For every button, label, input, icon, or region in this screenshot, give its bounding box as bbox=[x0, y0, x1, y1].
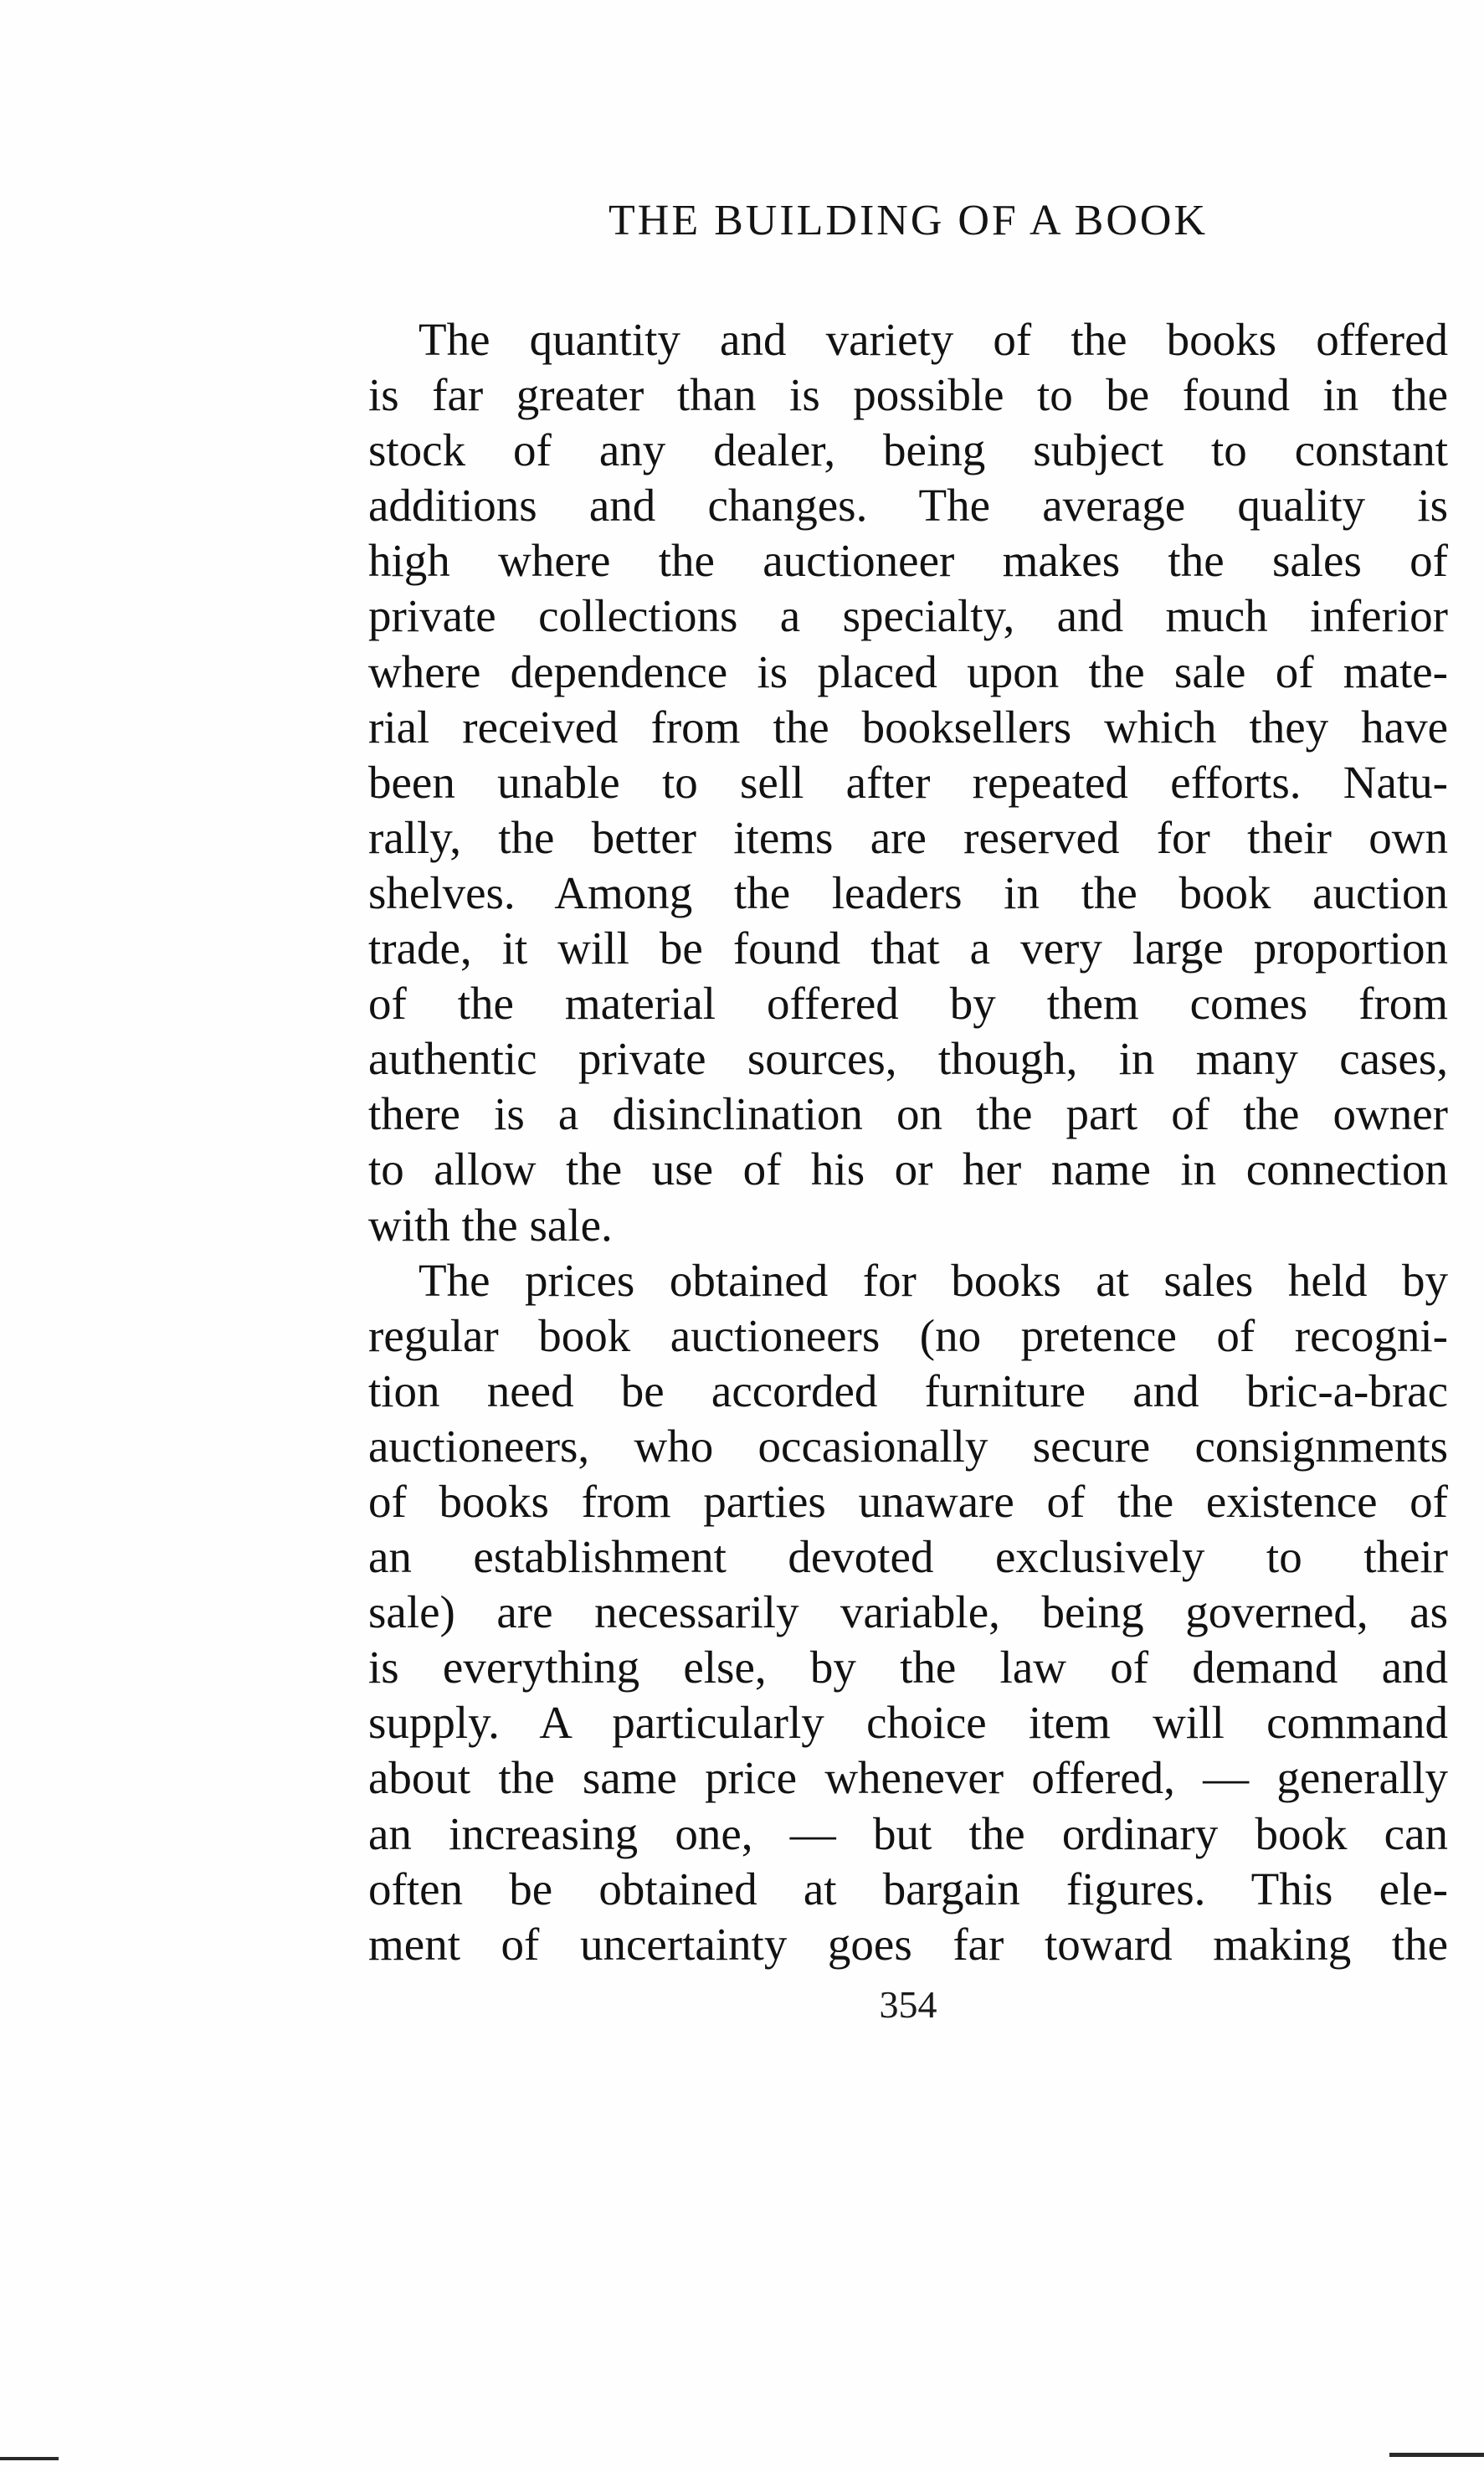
text-line: stock of any dealer, being subject to constant bbox=[368, 424, 1448, 476]
text-line: is far greater than is possible to be found in the bbox=[368, 369, 1448, 421]
text-line: auctioneers, who occasionally secure consignments bbox=[368, 1420, 1448, 1472]
text-line: sale) are necessarily variable, being governed, as bbox=[368, 1586, 1448, 1638]
running-head: THE BUILDING OF A BOOK bbox=[608, 197, 1208, 244]
body-text bbox=[368, 312, 1448, 1972]
text-line: tion need be accorded furniture and bric-a-brac bbox=[368, 1364, 1448, 1416]
text-line: rally, the better items are reserved for their own bbox=[368, 811, 1448, 863]
text-line: high where the auctioneer makes the sales of bbox=[368, 535, 1448, 587]
text-line: trade, it will be found that a very large proportion bbox=[368, 923, 1448, 974]
text-line: of the material offered by them comes from bbox=[368, 978, 1448, 1030]
text-line: of books from parties unaware of the existence of bbox=[368, 1475, 1448, 1527]
scan-edge-mark-right bbox=[1389, 2453, 1484, 2457]
text-line: private collections a specialty, and much inferior bbox=[368, 590, 1448, 642]
text-line: shelves. Among the leaders in the book auction bbox=[368, 866, 1448, 918]
text-line: is everything else, by the law of demand and bbox=[368, 1642, 1448, 1693]
text-line: to allow the use of his or her name in connection bbox=[368, 1143, 1448, 1195]
text-line: The prices obtained for books at sales held by bbox=[418, 1254, 1448, 1306]
text-line: regular book auctioneers (no pretence of recogni- bbox=[368, 1309, 1448, 1361]
text-line: often be obtained at bargain figures. This ele- bbox=[368, 1863, 1448, 1914]
text-line: The quantity and variety of the books offered bbox=[418, 314, 1448, 365]
text-line: ment of uncertainty goes far toward making the bbox=[368, 1918, 1448, 1970]
text-line: an increasing one, — but the ordinary book can bbox=[368, 1807, 1448, 1859]
text-line: supply. A particularly choice item will command bbox=[368, 1697, 1448, 1749]
text-line: an establishment devoted exclusively to their bbox=[368, 1531, 1448, 1583]
text-line: been unable to sell after repeated efforts. Natu- bbox=[368, 756, 1448, 808]
paragraph-1 bbox=[368, 312, 1448, 1253]
text-line: there is a disinclination on the part of the owner bbox=[368, 1088, 1448, 1140]
text-line: rial received from the booksellers which they have bbox=[368, 701, 1448, 753]
text-line: with the sale. bbox=[368, 1199, 613, 1251]
paragraph-2 bbox=[368, 1253, 1448, 1972]
text-line: additions and changes. The average quality is bbox=[368, 480, 1448, 532]
text-line: where dependence is placed upon the sale of mate- bbox=[368, 645, 1448, 697]
page-number: 354 bbox=[879, 1983, 937, 2026]
scan-edge-mark-left bbox=[0, 2457, 59, 2460]
text-line: authentic private sources, though, in many cases, bbox=[368, 1033, 1448, 1085]
text-line: about the same price whenever offered, — generally bbox=[368, 1752, 1448, 1804]
